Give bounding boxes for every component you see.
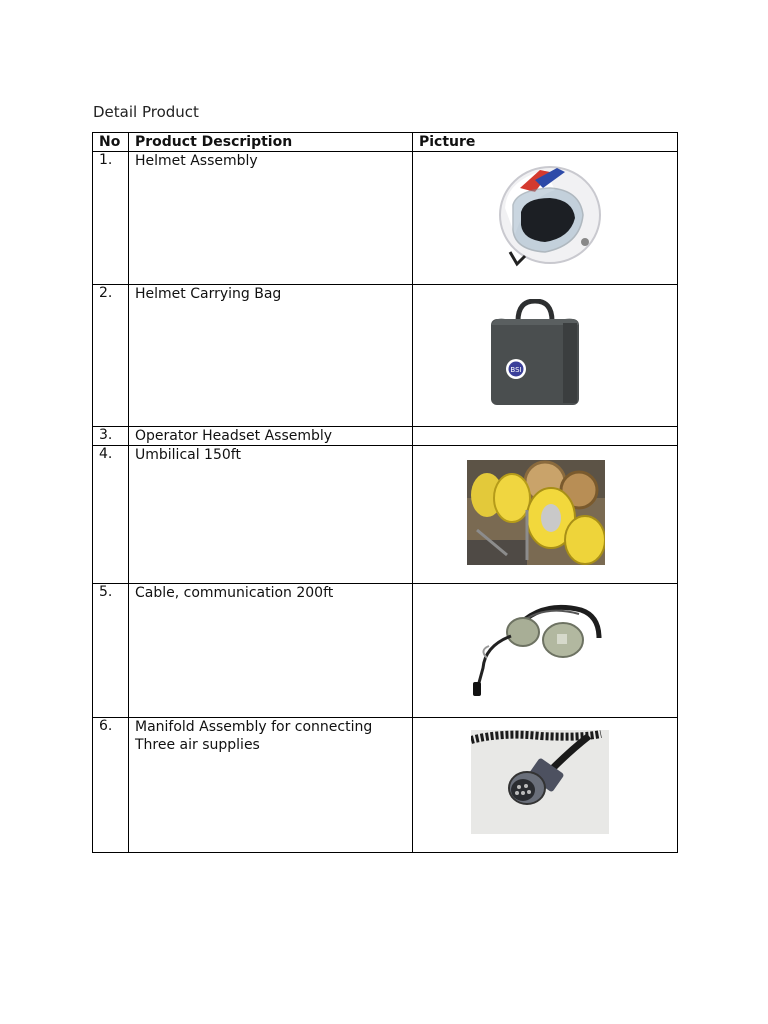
row-description-line: Manifold Assembly for connecting: [135, 719, 373, 735]
table-header-row: [93, 133, 678, 152]
bag-image: [485, 299, 585, 409]
page-title: Detail Product: [93, 103, 199, 121]
row-picture: [413, 427, 678, 446]
headset-image: [471, 598, 607, 698]
row-picture: [413, 446, 678, 584]
row-picture: [413, 718, 678, 853]
row-description: Helmet Carrying Bag: [129, 285, 413, 427]
row-number: 2.: [93, 285, 129, 427]
header-no: No: [93, 133, 129, 152]
table-row: [93, 584, 678, 718]
row-number: 1.: [93, 152, 129, 285]
table-row: [93, 285, 678, 427]
product-table: [92, 132, 678, 853]
helmet-image: [495, 160, 605, 268]
row-picture: [413, 152, 678, 285]
table-row: [93, 446, 678, 584]
row-description: [129, 718, 413, 853]
header-description: Product Description: [129, 133, 413, 152]
row-description: Umbilical 150ft: [129, 446, 413, 584]
table-row: [93, 152, 678, 285]
row-number: 4.: [93, 446, 129, 584]
row-description: Operator Headset Assembly: [129, 427, 413, 446]
header-picture: Picture: [413, 133, 678, 152]
bag-logo-text: BSI: [510, 366, 522, 374]
row-description: Helmet Assembly: [129, 152, 413, 285]
table-row: [93, 427, 678, 446]
row-picture: [413, 584, 678, 718]
row-number: 3.: [93, 427, 129, 446]
row-picture: [413, 285, 678, 427]
row-number: 5.: [93, 584, 129, 718]
row-description: Cable, communication 200ft: [129, 584, 413, 718]
umbilical-reels-image: [467, 460, 605, 565]
row-description-line: Three air supplies: [135, 737, 260, 753]
table-row: [93, 718, 678, 853]
connector-image: [471, 730, 609, 834]
row-number: 6.: [93, 718, 129, 853]
